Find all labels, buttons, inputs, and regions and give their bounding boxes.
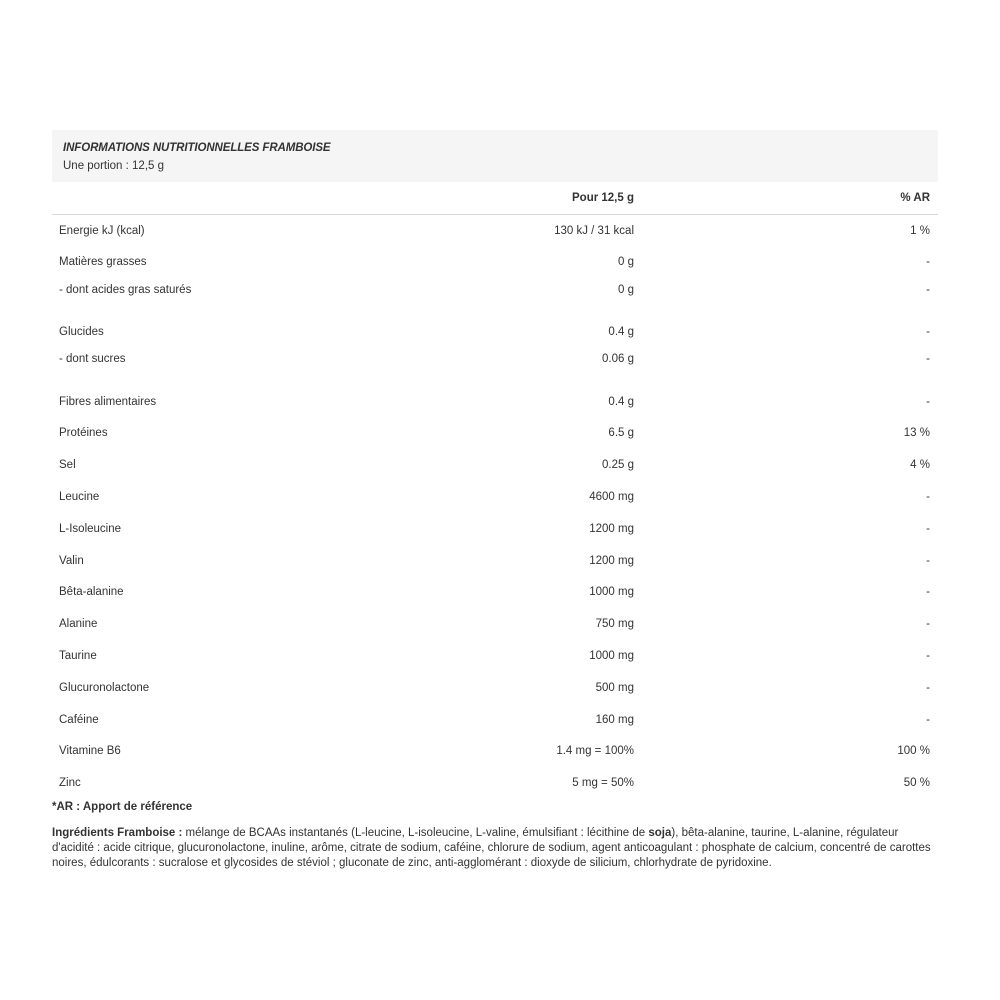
- ingredients-part-2: ), bêta-alanine, taurine, L-alanine, régulateur d'acidité : acide citrique, glucuronolactone, inuline, arôme, citrate de sodium, caféine, chlorure de sodium, agent anticoagulant : phosphate de calcium, concentré de carottes noires, édulcorants : sucralose et glycosides de stéviol ; gluconate de zinc, anti-agglomérant : dioxyde de silicium, chlorhydrate de pyridoxine.: [52, 827, 931, 869]
- column-header-row: [52, 182, 938, 215]
- column-header-per-portion: Pour 12,5 g: [572, 192, 634, 204]
- nutrient-name: Glucuronolactone: [59, 682, 150, 694]
- nutrient-value: 160 mg: [595, 714, 634, 726]
- nutrient-ar: -: [926, 396, 930, 408]
- table-row: [52, 491, 938, 507]
- table-row: [52, 714, 938, 730]
- nutrition-table: [52, 130, 938, 789]
- table-row: [52, 618, 938, 634]
- nutrient-ar: 13 %: [903, 427, 930, 439]
- table-row: [52, 555, 938, 571]
- nutrient-name: Protéines: [59, 427, 108, 439]
- nutrient-value: 0 g: [618, 284, 634, 296]
- nutrient-value: 0.4 g: [608, 396, 634, 408]
- nutrient-name: - dont acides gras saturés: [59, 284, 192, 296]
- nutrient-value: 0 g: [618, 256, 634, 268]
- nutrient-value: 1000 mg: [589, 650, 634, 662]
- nutrient-value: 130 kJ / 31 kcal: [554, 225, 634, 237]
- nutrient-ar: 50 %: [903, 777, 930, 789]
- nutrient-ar: 1 %: [910, 225, 930, 237]
- nutrient-name: Caféine: [59, 714, 99, 726]
- table-row: [52, 326, 938, 342]
- nutrient-name: Bêta-alanine: [59, 586, 124, 598]
- nutrient-name: Sel: [59, 459, 76, 471]
- ingredients-text: [52, 826, 932, 871]
- table-row: [52, 650, 938, 666]
- table-row: [52, 682, 938, 698]
- table-title: INFORMATIONS NUTRITIONNELLES FRAMBOISE: [63, 142, 331, 154]
- nutrient-value: 4600 mg: [589, 491, 634, 503]
- nutrient-ar: -: [926, 650, 930, 662]
- nutrient-value: 1200 mg: [589, 523, 634, 535]
- nutrient-ar: -: [926, 682, 930, 694]
- nutrient-value: 1.4 mg = 100%: [556, 745, 634, 757]
- nutrient-ar: 4 %: [910, 459, 930, 471]
- nutrient-ar: -: [926, 555, 930, 567]
- table-row: [52, 256, 938, 272]
- nutrient-name: Vitamine B6: [59, 745, 121, 757]
- nutrient-value: 0.25 g: [602, 459, 634, 471]
- table-row: [52, 523, 938, 539]
- column-header-ar: % AR: [900, 192, 930, 204]
- table-row: [52, 745, 938, 761]
- table-row: [52, 284, 938, 300]
- nutrient-name: Glucides: [59, 326, 104, 338]
- nutrient-ar: -: [926, 714, 930, 726]
- nutrient-ar: -: [926, 256, 930, 268]
- table-row: [52, 396, 938, 412]
- table-row: [52, 777, 938, 793]
- table-row: [52, 459, 938, 475]
- nutrient-name: L-Isoleucine: [59, 523, 122, 535]
- table-row: [52, 353, 938, 369]
- footnote: *AR : Apport de référence: [52, 801, 193, 813]
- nutrient-name: Fibres alimentaires: [59, 396, 157, 408]
- nutrient-value: 1200 mg: [589, 555, 634, 567]
- nutrient-ar: -: [926, 491, 930, 503]
- table-row: [52, 586, 938, 602]
- nutrient-name: Energie kJ (kcal): [59, 225, 145, 237]
- ingredients-part-1: mélange de BCAAs instantanés (L-leucine, L-isoleucine, L-valine, émulsifiant : lécithine de: [182, 827, 649, 839]
- nutrient-value: 0.06 g: [602, 353, 634, 365]
- nutrient-ar: -: [926, 523, 930, 535]
- ingredients-label: Ingrédients Framboise :: [52, 827, 183, 839]
- nutrient-name: Zinc: [59, 777, 81, 789]
- nutrient-ar: -: [926, 353, 930, 365]
- nutrient-value: 1000 mg: [589, 586, 634, 598]
- allergen-soja: soja: [648, 827, 672, 839]
- nutrient-value: 6.5 g: [608, 427, 634, 439]
- table-header: [52, 130, 938, 182]
- portion-size: Une portion : 12,5 g: [63, 160, 165, 172]
- nutrient-name: - dont sucres: [59, 353, 126, 365]
- nutrient-name: Matières grasses: [59, 256, 147, 268]
- nutrient-name: Alanine: [59, 618, 98, 630]
- nutrient-ar: -: [926, 326, 930, 338]
- nutrient-value: 750 mg: [595, 618, 634, 630]
- nutrient-ar: 100 %: [897, 745, 930, 757]
- table-row: [52, 225, 938, 241]
- nutrient-name: Taurine: [59, 650, 97, 662]
- nutrient-name: Valin: [59, 555, 84, 567]
- nutrient-ar: -: [926, 284, 930, 296]
- table-row: [52, 427, 938, 443]
- nutrient-value: 0.4 g: [608, 326, 634, 338]
- nutrient-ar: -: [926, 586, 930, 598]
- nutrient-name: Leucine: [59, 491, 100, 503]
- nutrient-value: 5 mg = 50%: [572, 777, 634, 789]
- nutrient-ar: -: [926, 618, 930, 630]
- nutrient-value: 500 mg: [595, 682, 634, 694]
